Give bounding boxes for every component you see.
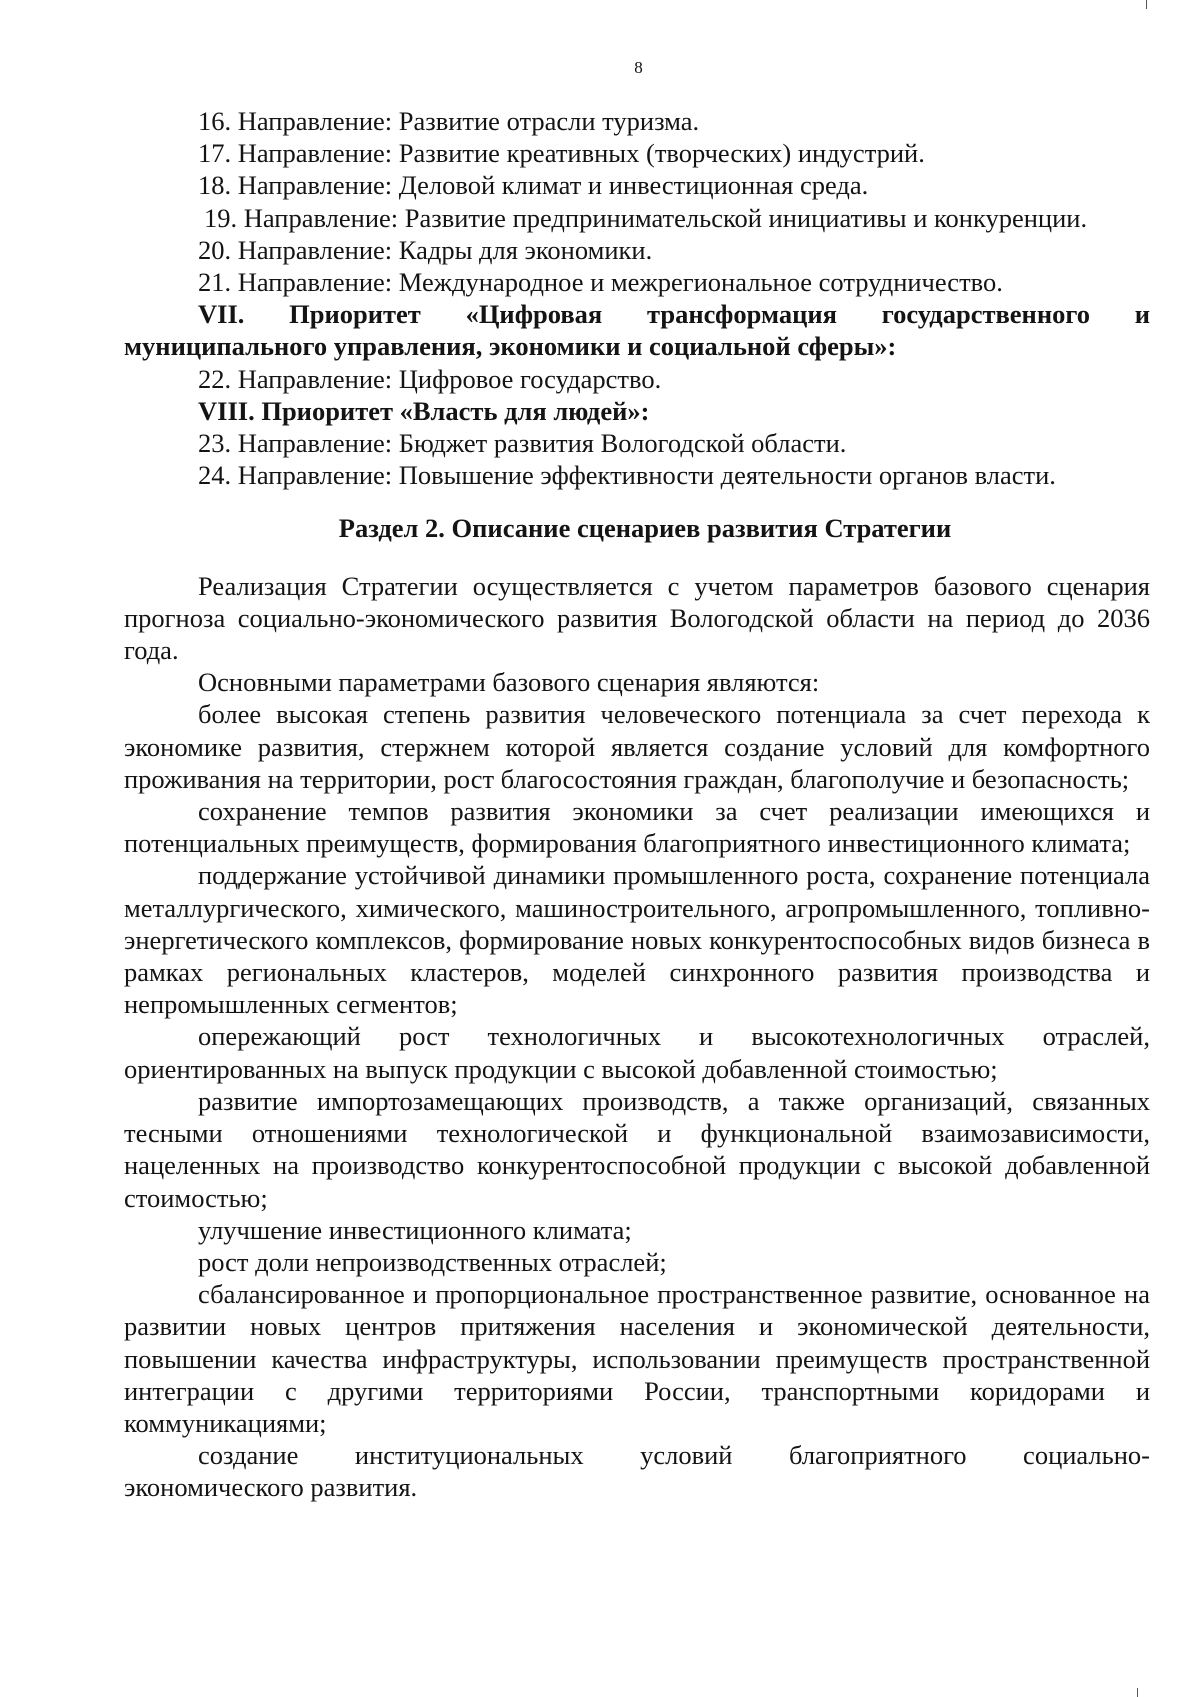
page-number: 8 <box>634 58 643 77</box>
body-paragraph: развитие импортозамещающих производств, а также организаций, связанных тесными отношениями технологической и функциональной взаимозависимости, нацеленных на производство конкурентоспособной продукции с высокой добавленной стоимостью; <box>124 1085 1150 1213</box>
direction-item: 23. Направление: Бюджет развития Вологодской области. <box>198 428 847 459</box>
direction-item: 17. Направление: Развитие креативных (творческих) индустрий. <box>198 138 925 169</box>
body-paragraph-final-line1: создание институциональных условий благоприятного социально- <box>198 1440 1150 1471</box>
scan-edge-mark <box>1146 0 1147 9</box>
body-paragraph: сбалансированное и пропорциональное пространственное развитие, основанное на развитии новых центров притяжения населения и экономической деятельности, повышении качества инфраструктуры, использовании преимуществ пространственной интеграции с другими территориями России, транспортными коридорами и коммуникациями; <box>124 1279 1150 1438</box>
page-content <box>124 105 1150 1504</box>
body-paragraph: Реализация Стратегии осуществляется с учетом параметров базового сценария прогноза социально-экономического развития Вологодской области на период до 2036 года. <box>124 570 1150 666</box>
body-paragraph: сохранение темпов развития экономики за счет реализации имеющихся и потенциальных преимуществ, формирования благоприятного инвестиционного климата; <box>124 796 1150 859</box>
direction-item: 21. Направление: Международное и межрегиональное сотрудничество. <box>198 267 1003 298</box>
body-paragraph: рост доли непроизводственных отраслей; <box>198 1246 667 1277</box>
priority-heading: VIII. Приоритет «Власть для людей»: <box>198 395 650 426</box>
direction-item: 19. Направление: Развитие предпринимательской инициативы и конкуренции. <box>204 202 1088 233</box>
direction-item: 20. Направление: Кадры для экономики. <box>198 234 653 265</box>
body-paragraph: опережающий рост технологичных и высокотехнологичных отраслей, ориентированных на выпуск продукции с высокой добавленной стоимостью; <box>124 1021 1150 1084</box>
direction-item: 24. Направление: Повышение эффективности деятельности органов власти. <box>198 460 1056 491</box>
direction-item: 16. Направление: Развитие отрасли туризма. <box>198 106 700 136</box>
priority-heading: VII. Приоритет «Цифровая трансформация государственного и муниципального управления, экономики и социальной сферы»: <box>124 299 1150 362</box>
body-paragraph: поддержание устойчивой динамики промышленного роста, сохранение потенциала металлургического, химического, машиностроительного, агропромышленного, топливно-энергетического комплексов, формирование новых конкурентоспособных видов бизнеса в рамках региональных кластеров, моделей синхронного развития производства и непромышленных сегментов; <box>124 860 1150 1020</box>
direction-item: 22. Направление: Цифровое государство. <box>198 363 662 394</box>
body-paragraph-final-line2: экономического развития. <box>124 1472 418 1503</box>
section-title: Раздел 2. Описание сценариев развития Стратегии <box>338 513 952 544</box>
body-paragraph: Основными параметрами базового сценария являются: <box>198 667 820 698</box>
direction-item: 18. Направление: Деловой климат и инвестиционная среда. <box>198 170 869 201</box>
body-paragraph: улучшение инвестиционного климата; <box>198 1214 632 1245</box>
body-paragraph: более высокая степень развития человеческого потенциала за счет перехода к экономике развития, стержнем которой является создание условий для комфортного проживания на территории, рост благосостояния граждан, благополучие и безопасность; <box>124 699 1150 794</box>
scan-edge-mark <box>1137 1688 1138 1697</box>
